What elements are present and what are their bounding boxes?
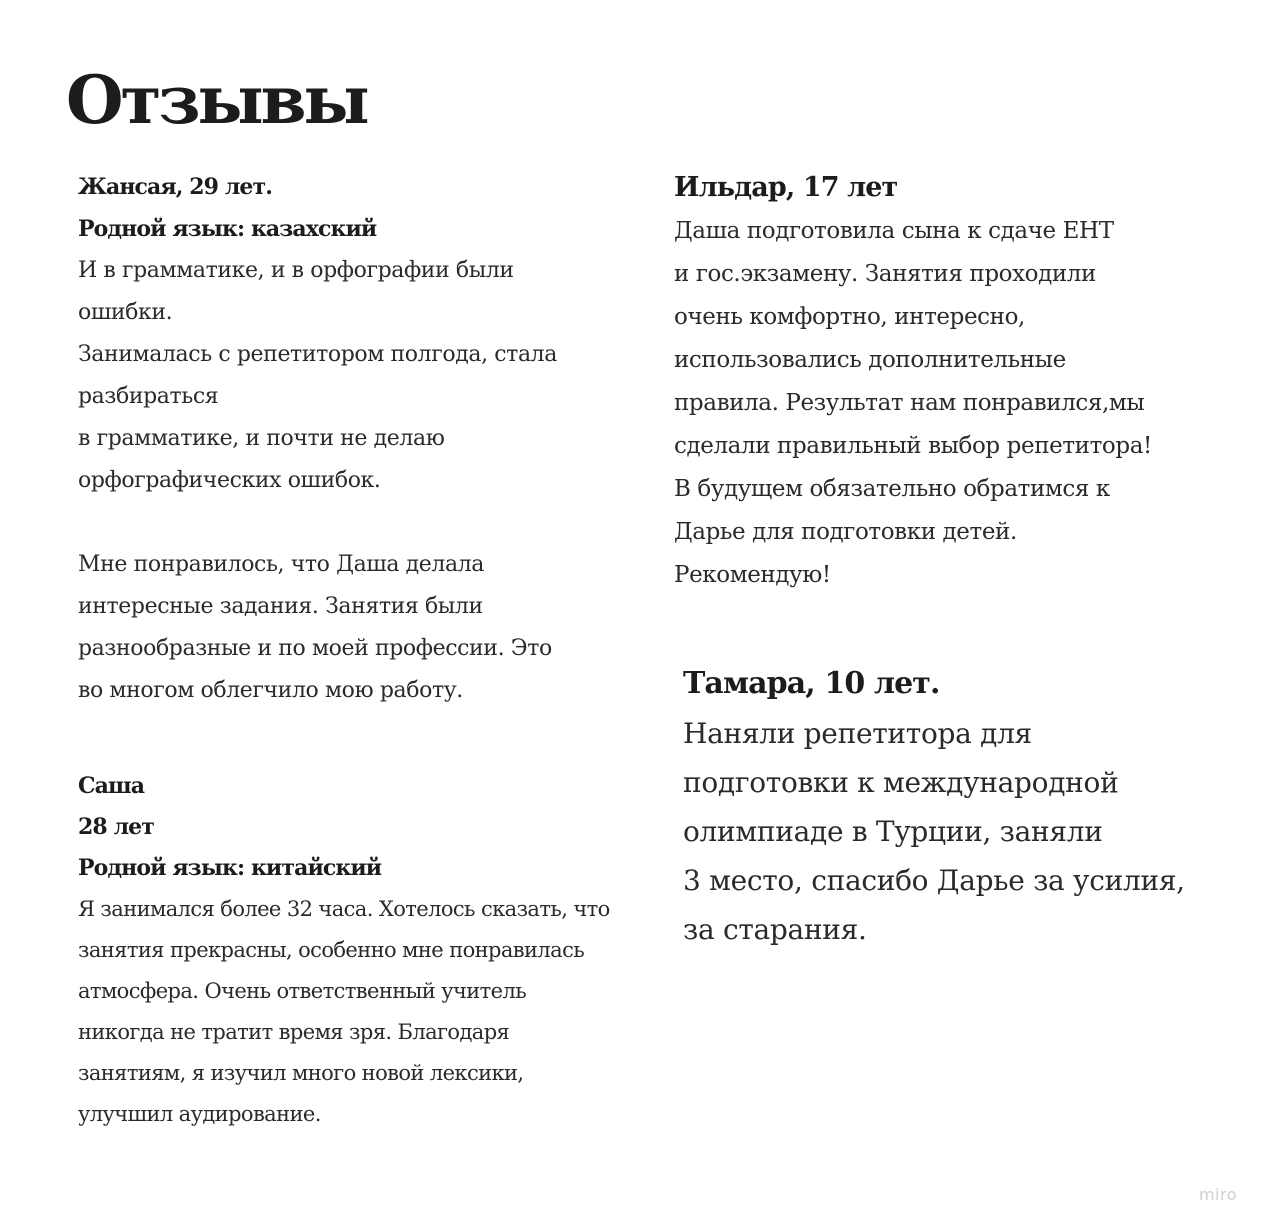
review-sasha: [78, 766, 610, 1135]
review-text-line: орфографических ошибок.: [78, 468, 381, 493]
review-text-line: в грамматике, и почти не делаю: [78, 426, 445, 451]
review-author-age: 28 лет: [78, 814, 155, 840]
review-native-language: Родной язык: китайский: [78, 855, 382, 881]
review-text-line: использовались дополнительные: [674, 347, 1066, 373]
review-tamara: [683, 659, 1185, 954]
review-text-line: Мне понравилось, что Даша делала: [78, 552, 484, 577]
review-text-line: Занималась с репетитором полгода, стала: [78, 342, 557, 367]
review-text-line: Я занимался более 32 часа. Хотелось сказать, что: [78, 897, 610, 921]
review-text-line: подготовки к международной: [683, 766, 1119, 799]
review-zhansaya: [78, 166, 557, 712]
review-text-line: атмосфера. Очень ответственный учитель: [78, 979, 527, 1003]
review-text-line: разнообразные и по моей профессии. Это: [78, 636, 552, 661]
review-text-line: занятия прекрасны, особенно мне понравилась: [78, 938, 585, 962]
page-title: Отзывы: [66, 61, 367, 139]
review-text-line: ошибки.: [78, 300, 173, 325]
review-text-line: во многом облегчило мою работу.: [78, 678, 463, 703]
review-text-line: за старания.: [683, 913, 867, 946]
review-text-line: интересные задания. Занятия были: [78, 594, 483, 619]
review-text-line: олимпиаде в Турции, заняли: [683, 815, 1103, 848]
review-text-line: сделали правильный выбор репетитора!: [674, 433, 1152, 459]
review-text-line: очень комфортно, интересно,: [674, 304, 1025, 330]
review-text-line: И в грамматике, и в орфографии были: [78, 258, 514, 283]
review-text-line: разбираться: [78, 384, 219, 409]
review-author-name: Тамара, 10 лет.: [683, 666, 940, 701]
review-native-language: Родной язык: казахский: [78, 216, 377, 242]
review-author-name: Саша: [78, 773, 145, 799]
review-author-name: Ильдар, 17 лет: [674, 172, 898, 203]
miro-watermark: miro: [1198, 1185, 1237, 1204]
review-text-line: занятиям, я изучил много новой лексики,: [78, 1061, 524, 1085]
review-text-line: Наняли репетитора для: [683, 717, 1032, 750]
review-text-line: Дарье для подготовки детей.: [674, 519, 1017, 545]
review-text-line: правила. Результат нам понравился,мы: [674, 390, 1145, 416]
paragraph-spacer: [78, 502, 557, 544]
review-text-line: Рекомендую!: [674, 562, 831, 588]
review-text-line: никогда не тратит время зря. Благодаря: [78, 1020, 510, 1044]
review-text-line: и гос.экзамену. Занятия проходили: [674, 261, 1096, 287]
review-text-line: Даша подготовила сына к сдаче ЕНТ: [674, 218, 1114, 244]
review-text-line: улучшил аудирование.: [78, 1102, 321, 1126]
review-text-line: 3 место, спасибо Дарье за усилия,: [683, 864, 1185, 897]
review-author-name: Жансая, 29 лет.: [78, 174, 273, 200]
review-ildar: [674, 166, 1152, 597]
review-text-line: В будущем обязательно обратимся к: [674, 476, 1110, 502]
